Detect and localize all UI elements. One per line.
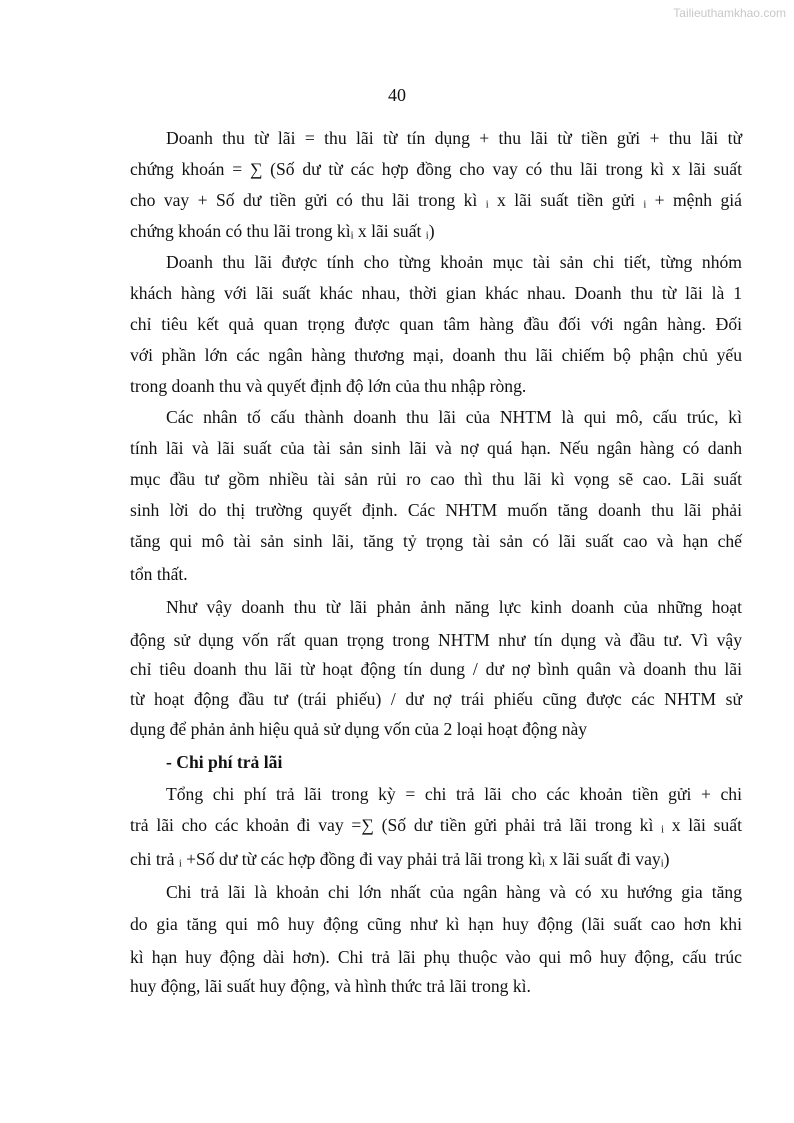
text-line: huy động, lãi suất huy động, và hình thức trả lãi trong kì.	[130, 976, 531, 996]
text-line: Doanh thu lãi được tính cho từng khoản mục tài sản chi tiết, từng nhóm	[166, 252, 742, 272]
text-line: do gia tăng qui mô huy động cũng như kì hạn huy động (lãi suất cao hơn khi	[130, 914, 742, 934]
text-line: từ hoạt động đầu tư (trái phiếu) / dư nợ trái phiếu cũng được các NHTM sử	[130, 689, 742, 709]
text-line: chi trả ᵢ +Số dư từ các hợp đồng đi vay phải trả lãi trong kìᵢ x lãi suất đi vayᵢ)	[130, 849, 670, 869]
text-line: Các nhân tố cấu thành doanh thu lãi của NHTM là qui mô, cấu trúc, kì	[166, 407, 742, 427]
watermark: Tailieuthamkhao.com	[673, 6, 786, 20]
page-number: 40	[388, 85, 406, 105]
text-line: động sử dụng vốn rất quan trọng trong NHTM như tín dụng và đầu tư. Vì vậy	[130, 630, 742, 650]
text-line: tăng qui mô tài sản sinh lãi, tăng tỷ trọng tài sản có lãi suất cao và hạn chế	[130, 531, 742, 551]
text-line: tính lãi và lãi suất của tài sản sinh lãi và nợ quá hạn. Nếu ngân hàng có danh	[130, 438, 742, 458]
text-line: Tổng chi phí trả lãi trong kỳ = chi trả lãi cho các khoản tiền gửi + chi	[166, 784, 742, 804]
text-line: Chi trả lãi là khoản chi lớn nhất của ngân hàng và có xu hướng gia tăng	[166, 882, 742, 902]
text-line: trả lãi cho các khoản đi vay =∑ (Số dư tiền gửi phải trả lãi trong kì ᵢ x lãi suất	[130, 815, 742, 835]
text-line: chỉ tiêu doanh thu lãi từ hoạt động tín dung / dư nợ bình quân và doanh thu lãi	[130, 659, 742, 679]
text-line: cho vay + Số dư tiền gửi có thu lãi trong kì ᵢ x lãi suất tiền gửi ᵢ + mệnh giá	[130, 190, 742, 210]
section-heading: - Chi phí trả lãi	[166, 752, 283, 772]
text-line: tổn thất.	[130, 564, 188, 584]
text-line: chứng khoán có thu lãi trong kìᵢ x lãi suất ᵢ)	[130, 221, 435, 241]
text-line: khách hàng với lãi suất khác nhau, thời gian khác nhau. Doanh thu từ lãi là 1	[130, 283, 742, 303]
text-line: kì hạn huy động dài hơn). Chi trả lãi phụ thuộc vào qui mô huy động, cấu trúc	[130, 947, 742, 967]
text-line: Doanh thu từ lãi = thu lãi từ tín dụng + thu lãi từ tiền gửi + thu lãi từ	[166, 128, 742, 148]
text-line: Như vậy doanh thu từ lãi phản ảnh năng lực kinh doanh của những hoạt	[166, 597, 742, 617]
text-line: sinh lời do thị trường quyết định. Các NHTM muốn tăng doanh thu lãi phải	[130, 500, 742, 520]
text-line: chứng khoán = ∑ (Số dư từ các hợp đồng cho vay có thu lãi trong kì x lãi suất	[130, 159, 742, 179]
text-line: với phần lớn các ngân hàng thương mại, doanh thu lãi chiếm bộ phận chủ yếu	[130, 345, 742, 365]
text-line: trong doanh thu và quyết định độ lớn của thu nhập ròng.	[130, 376, 527, 396]
text-line: mục đầu tư gồm nhiều tài sản rủi ro cao thì thu lãi kì vọng sẽ cao. Lãi suất	[130, 469, 742, 489]
text-line: dụng để phản ảnh hiệu quả sử dụng vốn của 2 loại hoạt động này	[130, 719, 588, 739]
text-line: chỉ tiêu kết quả quan trọng được quan tâm hàng đầu đối với ngân hàng. Đối	[130, 314, 742, 334]
